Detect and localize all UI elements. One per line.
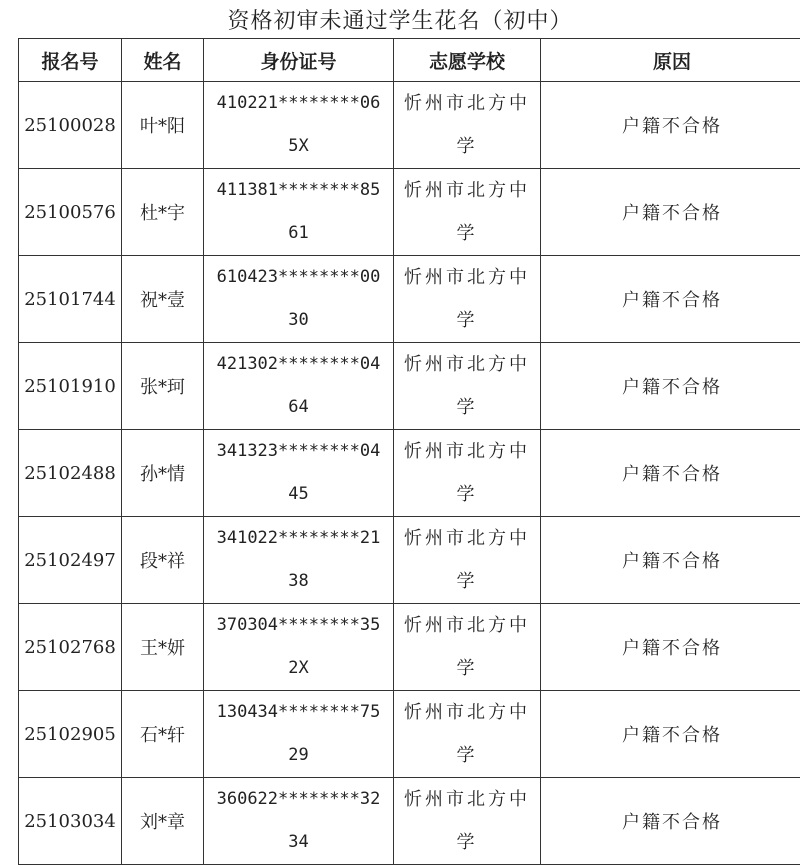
reg-no-cell: 25100028 [19,82,122,169]
name-cell: 刘*章 [122,778,204,865]
school-line1: 忻州市北方中 [404,354,530,375]
school-line1: 忻州市北方中 [404,93,530,114]
reason-cell: 户籍不合格 [541,169,800,256]
id-card-cell [204,517,394,604]
name-cell: 孙*情 [122,430,204,517]
id-card-cell [204,169,394,256]
id-card-cell [204,82,394,169]
name-cell: 段*祥 [122,517,204,604]
name-cell: 张*珂 [122,343,204,430]
school-line2: 学 [457,745,478,766]
reason-cell: 户籍不合格 [541,343,800,430]
id-card-line2: 2X [288,658,308,678]
school-cell [394,691,541,778]
school-line2: 学 [457,310,478,331]
table-row [19,343,800,430]
school-line2: 学 [457,658,478,679]
id-card-line1: 411381********85 [217,180,381,200]
document-title: 资格初审未通过学生花名（初中） [0,4,800,35]
id-card-line1: 360622********32 [217,789,381,809]
id-card-line2: 64 [288,397,308,417]
school-line2: 学 [457,397,478,418]
reason-cell: 户籍不合格 [541,430,800,517]
id-card-cell [204,256,394,343]
header-reason: 原因 [541,39,800,82]
reg-no-cell: 25100576 [19,169,122,256]
reg-no-cell: 25102768 [19,604,122,691]
school-line2: 学 [457,484,478,505]
table-row [19,169,800,256]
school-line1: 忻州市北方中 [404,180,530,201]
id-card-line2: 45 [288,484,308,504]
school-line2: 学 [457,571,478,592]
school-cell [394,517,541,604]
id-card-line2: 30 [288,310,308,330]
id-card-line2: 29 [288,745,308,765]
id-card-cell [204,430,394,517]
school-cell [394,256,541,343]
school-cell [394,169,541,256]
table-row [19,604,800,691]
id-card-line1: 421302********04 [217,354,381,374]
table-row [19,691,800,778]
school-line2: 学 [457,832,478,853]
id-card-line2: 38 [288,571,308,591]
reason-cell: 户籍不合格 [541,517,800,604]
id-card-line2: 34 [288,832,308,852]
school-line1: 忻州市北方中 [404,789,530,810]
name-cell: 祝*壹 [122,256,204,343]
school-line1: 忻州市北方中 [404,615,530,636]
id-card-line2: 5X [288,136,308,156]
table-row [19,778,800,865]
school-cell [394,430,541,517]
id-card-line1: 341323********04 [217,441,381,461]
school-line1: 忻州市北方中 [404,267,530,288]
reason-cell: 户籍不合格 [541,256,800,343]
school-line2: 学 [457,136,478,157]
school-cell [394,778,541,865]
name-cell: 王*妍 [122,604,204,691]
table-row [19,517,800,604]
id-card-cell [204,691,394,778]
school-cell [394,604,541,691]
header-reg-no: 报名号 [19,39,122,82]
reason-cell: 户籍不合格 [541,691,800,778]
reg-no-cell: 25102488 [19,430,122,517]
reason-cell: 户籍不合格 [541,778,800,865]
school-line1: 忻州市北方中 [404,528,530,549]
id-card-line1: 370304********35 [217,615,381,635]
reg-no-cell: 25101910 [19,343,122,430]
school-cell [394,343,541,430]
table-row [19,430,800,517]
school-line1: 忻州市北方中 [404,702,530,723]
school-line2: 学 [457,223,478,244]
table-row [19,256,800,343]
id-card-line1: 610423********00 [217,267,381,287]
reg-no-cell: 25103034 [19,778,122,865]
header-name: 姓名 [122,39,204,82]
id-card-cell [204,343,394,430]
id-card-cell [204,604,394,691]
id-card-line1: 410221********06 [217,93,381,113]
table-row [19,82,800,169]
header-row [19,39,800,82]
name-cell: 石*轩 [122,691,204,778]
reason-cell: 户籍不合格 [541,82,800,169]
roster-table [18,38,800,865]
id-card-line2: 61 [288,223,308,243]
reg-no-cell: 25102905 [19,691,122,778]
id-card-line1: 130434********75 [217,702,381,722]
school-cell [394,82,541,169]
school-line1: 忻州市北方中 [404,441,530,462]
name-cell: 叶*阳 [122,82,204,169]
reg-no-cell: 25102497 [19,517,122,604]
id-card-line1: 341022********21 [217,528,381,548]
reason-cell: 户籍不合格 [541,604,800,691]
id-card-cell [204,778,394,865]
header-school: 志愿学校 [394,39,541,82]
header-id-card: 身份证号 [204,39,394,82]
reg-no-cell: 25101744 [19,256,122,343]
name-cell: 杜*宇 [122,169,204,256]
